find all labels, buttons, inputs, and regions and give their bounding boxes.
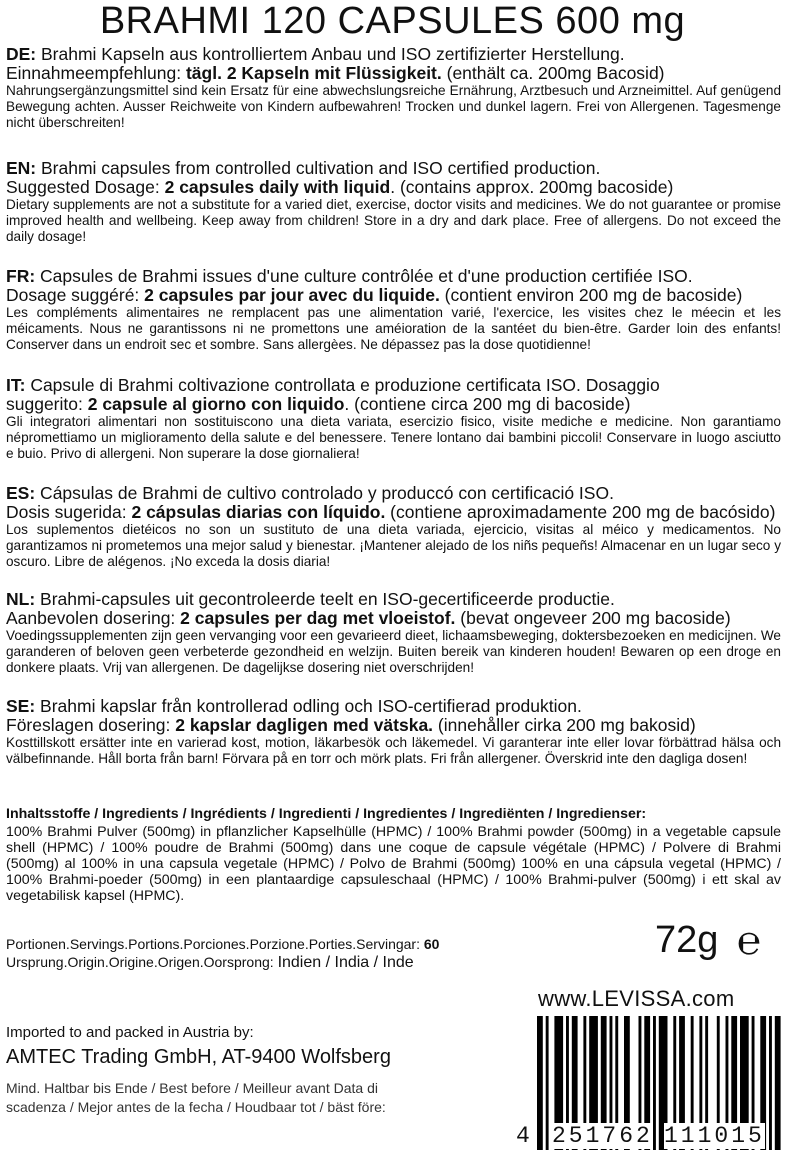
servings-value: 60 (423, 936, 440, 952)
section-line1: Cápsulas de Brahmi de cultivo controlado y produccó con certificació ISO. (35, 483, 614, 503)
best-before: Mind. Haltbar bis Ende / Best before / Meilleur avant Data di scadenza / Mejor antes de la fecha / Houdbaar tot / bäst före: (6, 1080, 386, 1115)
barcode-bar (769, 1016, 772, 1150)
lang-code: NL: (6, 589, 36, 609)
importer-label: Imported to and packed in Austria by: (6, 1024, 254, 1041)
dosage-amount: 2 capsules per dag met vloeistof. (180, 608, 456, 628)
dosage-amount: 2 capsule al giorno con liquido (87, 394, 345, 414)
website-url: www.LEVISSA.com (538, 986, 735, 1011)
lang-section (6, 697, 781, 767)
dosage-note: . (contiene circa 200 mg di bacoside) (344, 394, 631, 414)
dosage-line (6, 395, 781, 414)
origin-label: Ursprung.Origin.Origine.Origen.Oorsprong: (6, 954, 278, 970)
section-disclaimer: Nahrungsergänzungsmittel sind kein Ersatz für eine abwechslungsreiche Ernährung, Arztbesuch und Arzneimittel. Auf genügend Bewegung achten. Ausser Reichweite von Kindern aufbewahren! Trocken und dunkel lagern. Frei von Allergenen. Tagesmenge nicht überschreiten! (6, 83, 781, 130)
dosage-amount: 2 cápsulas diarias con líquido. (131, 502, 386, 522)
dosage-line (6, 64, 781, 83)
lang-section (6, 159, 781, 245)
section-disclaimer: Los suplementos dietéicos no son un sustituto de una dieta variada, ejercicio, visitas al méico y medicamentos. No garantizamos ni prometemos una mejor salud y bienestar. ¡Mantener alejado de los niñs pequeñs! Almacenar en un lugar seco y oscuro. Libre de alégenos. ¡No exceda la dosis diaria! (6, 522, 781, 569)
lang-code: ES: (6, 483, 36, 503)
section-intro (6, 267, 781, 286)
barcode-bar (537, 1016, 543, 1150)
dosage-line (6, 609, 781, 628)
dosage-note: . (contains approx. 200mg bacoside) (390, 177, 674, 197)
lang-section (6, 376, 781, 462)
section-line1: Brahmi capsules from controlled cultivation and ISO certified production. (36, 158, 601, 178)
dosage-label: Dosis sugerida: (6, 502, 132, 522)
section-line1: Brahmi Kapseln aus kontrolliertem Anbau und ISO zertifizierter Herstellung. (36, 44, 625, 64)
dosage-label: Suggested Dosage: (6, 177, 165, 197)
lang-section (6, 45, 781, 131)
dosage-note: (bevat ongeveer 200 mg bacoside) (455, 608, 731, 628)
section-disclaimer: Voedingssupplementen zijn geen vervanging voor een gevarieerd dieet, lichaamsbeweging, doktersbezoeken en medicijnen. We garanderen of beloven geen verbeterde gezondheid en welzijn. Buiten bereik van kinderen houden! Bewaren op een droge en donkere plaats. Vrij van allergenen. De dagelijkse dosering niet overschrijden! (6, 628, 781, 675)
lang-section (6, 484, 781, 570)
section-line1: Brahmi kapslar från kontrollerad odling och ISO-certifierad produktion. (35, 696, 582, 716)
section-intro (6, 484, 781, 503)
dosage-label: Aanbevolen dosering: (6, 608, 181, 628)
origin-line (6, 954, 414, 972)
dosage-amount: 2 kapslar dagligen med vätska. (175, 715, 434, 735)
importer-address: , AT-9400 Wolfsberg (211, 1046, 391, 1068)
section-intro (6, 45, 781, 64)
dosage-line (6, 178, 781, 197)
section-intro (6, 376, 781, 395)
dosage-note: (contiene aproximadamente 200 mg de bacósido) (385, 502, 776, 522)
dosage-amount: 2 capsules daily with liquid (164, 177, 391, 197)
barcode-bar (653, 1016, 656, 1150)
lang-section (6, 267, 781, 353)
barcode-digit-first: 4 (516, 1123, 533, 1149)
dosage-amount: tägl. 2 Kapseln mit Flüssigkeit. (185, 63, 442, 83)
lang-code: DE: (6, 44, 37, 64)
servings-line (6, 936, 439, 952)
barcode-digits-right: 111015 (664, 1123, 765, 1149)
dosage-line (6, 716, 781, 735)
section-disclaimer: Kosttillskott ersätter inte en varierad kost, motion, läkarbesök och läkemedel. Vi garanterar inte eller lovar förbättrad hälsa och välbefinnande. Håll borta från barn! Förvara på en torr och mörk plats. Fri från allergener. Överskrid inte den dagliga dosen! (6, 735, 781, 766)
section-intro (6, 159, 781, 178)
servings-label: Portionen.Servings.Portions.Porciones.Porzione.Porties.Servingar: (6, 936, 424, 952)
origin-value: Indien / India / Inde (277, 954, 414, 971)
ingredients-text: 100% Brahmi Pulver (500mg) in pflanzlicher Kapselhülle (HPMC) / 100% Brahmi powder (500mg) in a vegetable capsule shell (HPMC) / 100% poudre de Brahmi (500mg) dans une coque de capsule végétale (HPMC) / Polvere di Brahmi (500mg) al 100% in una capsula vegetale (HPMC) / Polvo de Brahmi (500mg) 100% en una cápsula vegetal (HPMC) / 100% Brahmi-poeder (500mg) in een plantaardige capsuleschaal (HPMC) / 100% Brahmi-pulver (500mg) i ett skal av vegetabilisk kapsel (HPMC). (6, 824, 781, 904)
lang-code: FR: (6, 266, 36, 286)
section-line1: Brahmi-capsules uit gecontroleerde teelt en ISO-gecertificeerde productie. (35, 589, 615, 609)
barcode-digits-left: 251762 (552, 1123, 653, 1149)
lang-code: IT: (6, 375, 26, 395)
barcode-bar (546, 1016, 549, 1150)
dosage-note: (contient environ 200 mg de bacoside) (439, 285, 743, 305)
section-line1: Capsule di Brahmi coltivazione controllata e produzione certificata ISO. Dosaggio (25, 375, 660, 395)
estimated-sign-icon: ℮ (737, 919, 762, 963)
section-disclaimer: Les compléments alimentaires ne remplacent pas une alimentation varié, l'exercice, les visites chez le méecin et les méicaments. Nous ne garantissons ni ne promettons une améioration de la santéet du bien-être. Garder loin des enfants! Conserver dans un endroit sec et sombre. Sans allergèes. Ne dépassez pas la dose quotidienne! (6, 305, 781, 352)
lang-code: SE: (6, 696, 36, 716)
dosage-note: (enthält ca. 200mg Bacosid) (441, 63, 665, 83)
section-disclaimer: Dietary supplements are not a substitute for a varied diet, exercise, doctor visits and medicines. We do not guarantee or promise improved health and wellbeing. Keep away from children! Store in a dry and dark place. Free of allergens. Do not exceed the daily dosage! (6, 197, 781, 244)
dosage-label: Einnahmeempfehlung: (6, 63, 186, 83)
importer-company: AMTEC Trading GmbH (6, 1046, 212, 1068)
dosage-label: Föreslagen dosering: (6, 715, 176, 735)
lang-code: EN: (6, 158, 37, 178)
section-intro (6, 590, 781, 609)
importer-company-line (6, 1046, 391, 1069)
dosage-amount: 2 capsules par jour avec du liquide. (144, 285, 440, 305)
dosage-line (6, 503, 781, 522)
barcode-bar (775, 1016, 781, 1150)
ingredients-heading: Inhaltsstoffe / Ingredients / Ingrédients / Ingredienti / Ingredientes / Ingrediënten / Ingredienser: (6, 806, 647, 822)
lang-section (6, 590, 781, 676)
dosage-note: (innehåller cirka 200 mg bakosid) (433, 715, 696, 735)
section-intro (6, 697, 781, 716)
section-line1: Capsules de Brahmi issues d'une culture contrôlée et d'une production certifiée ISO. (35, 266, 693, 286)
dosage-label: suggerito: (6, 394, 88, 414)
dosage-line (6, 286, 781, 305)
net-weight: 72g (655, 919, 719, 961)
section-disclaimer: Gli integratori alimentari non sostituiscono una dieta variata, esercizio fisico, visite mediche e medicine. Non garantiamo népromettiamo un miglioramento della salute e del benessere. Tenere lontano dai bambini piccoli! Conservare in luogo asciutto e buio. Privo di allergeni. Non superare la dose giornaliera! (6, 414, 781, 461)
product-title: BRAHMI 120 CAPSULES 600 mg (99, 0, 686, 42)
dosage-label: Dosage suggéré: (6, 285, 145, 305)
